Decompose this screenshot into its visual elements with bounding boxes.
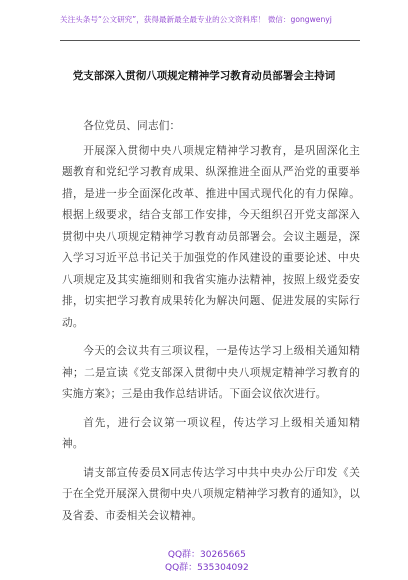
footer [0,537,408,573]
paragraph-2: 今天的会议共有三项议程，一是传达学习上级相关通知精神；二是宣读《党支部深入贯彻中央八项规定精神学习教育的实施方案》；三是由我作总结讲话。下面会议依次进行。 [62,345,360,400]
footer-qq-group-1: QQ群：30265665 [167,550,246,560]
paragraph-3: 首先，进行会议第一项议程，传达学习上级相关通知精神。 [62,416,360,450]
salutation: 各位党员、同志们： [83,120,181,132]
document-title: 党支部深入贯彻八项规定精神学习教育动员部署会主持词 [72,70,336,82]
paragraph-1: 开展深入贯彻中央八项规定精神学习教育，是巩固深化主题教育和党纪学习教育成果、纵深推进全面从严治党的重要举措，是进一步全面深化改革、推进中国式现代化的有力保障。根据上级要求，结合支部工作安排，今天组织召开党支部深入贯彻中央八项规定精神学习教育动员部署会。会议主题是，深入学习习近平总书记关于加强党的作风建设的重要论述、中央八项规定及其实施细则和我省实施办法精神，按照上级党委安排，切实把学习教育成果转化为解决问题、促进发展的实际行动。 [62,144,360,329]
footer-qq-group-2: QQ群：535304092 [165,563,249,573]
header-divider [60,40,360,41]
header-notice: 关注头条号“公文研究”，获得最新最全最专业的公文资料库！ 微信：gongwenyj [60,15,332,24]
document-body [62,116,360,534]
paragraph-4: 请支部宣传委员X同志传达学习中共中央办公厅印发《关于在全党开展深入贯彻中央八项规定精神学习教育的通知》，以及省委、市委相关会议精神。 [62,466,360,522]
